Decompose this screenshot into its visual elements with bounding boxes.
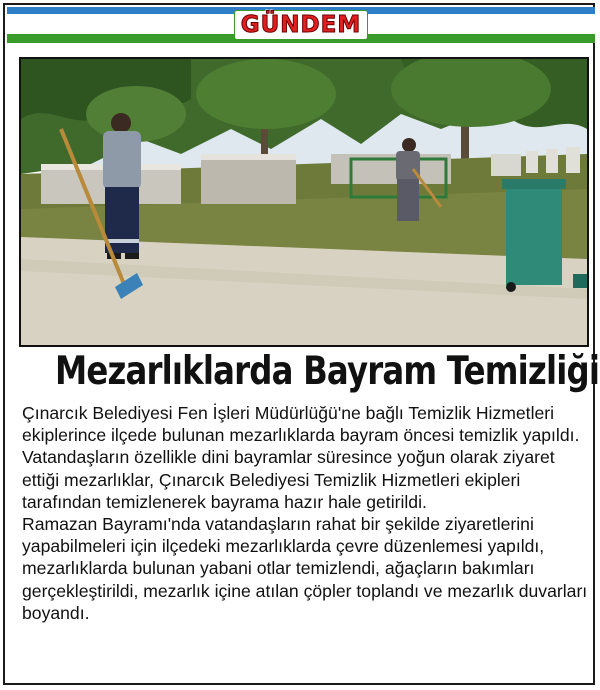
news-clipping: [3, 3, 600, 685]
article-paragraph: Çınarcık Belediyesi Fen İşleri Müdürlüğü'ne bağlı Temizlik Hizmetleri ekiplerince ilçede bulunan mezarlıklarda bayram öncesi temizlik yapıldı.: [22, 403, 580, 446]
news-photo: [19, 57, 589, 347]
headline: Mezarlıklarda Bayram Temizliği: [54, 349, 600, 394]
section-header-bar: [7, 7, 595, 43]
article-paragraph: Ramazan Bayramı'nda vatandaşların rahat bir şekilde ziyaretlerini yapabilmeleri için ilçedeki mezarlıklarda çevre düzenlemesi yapıldı, mezarlıklarda bulunan yabani otlar temizlendi, ağaçların bakımları gerçekleştirildi, mezarlık içine atılan çöpler toplandı ve mezarlık duvarları boyandı.: [22, 514, 588, 623]
section-header: [7, 10, 595, 40]
section-label: GÜNDEM: [234, 10, 369, 40]
article-paragraph: Vatandaşların özellikle dini bayramlar süresince yoğun olarak ziyaret ettiği mezarlıklar, Çınarcık Belediyesi Temizlik Hizmetleri ekipleri tarafından temizlenerek bayrama hazır hale getirildi.: [22, 447, 555, 512]
article-body: [22, 402, 592, 624]
